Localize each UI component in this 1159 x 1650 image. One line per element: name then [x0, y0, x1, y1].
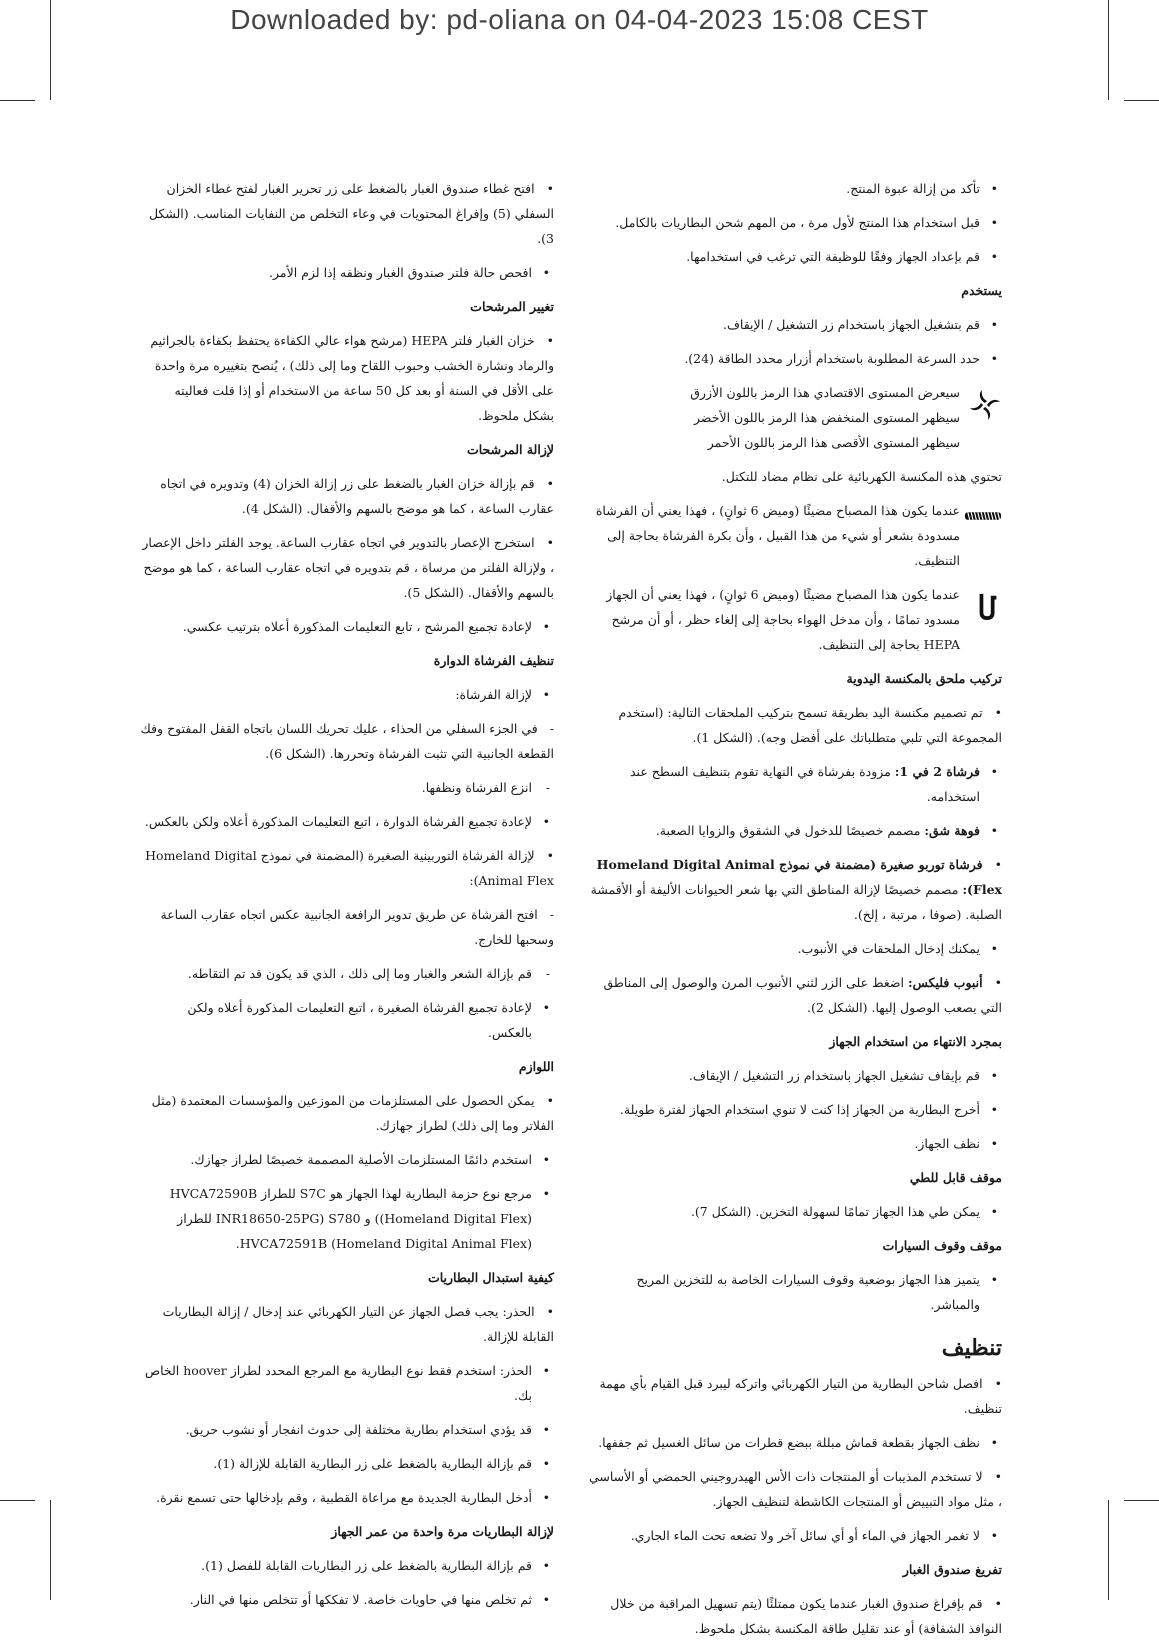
bullet-marker: • — [542, 1152, 550, 1167]
list-item-text: لا تستخدم المذيبات أو المنتجات ذات الأس الهيدروجيني الحمضي أو الأساسي ، مثل مواد التبييض أو المنتجات الكاشطة لتنظيف الجهاز. — [588, 1469, 1002, 1509]
bullet-marker: • — [546, 476, 554, 491]
section-title: تنظيف — [941, 1335, 1002, 1361]
bold-term: فرشاة توربو صغيرة (مضمنة في نموذج Homeland Digital Animal Flex): — [596, 857, 1002, 897]
bullet-marker: • — [990, 215, 998, 230]
bullet-marker: • — [542, 1422, 550, 1437]
section-heading: كيفية استبدال البطاريات — [427, 1270, 554, 1285]
section-heading: تفريغ صندوق الغبار — [902, 1562, 1002, 1577]
bullet-list-item — [140, 471, 554, 521]
bullet-list-item — [588, 210, 1002, 235]
list-item-text: أخرج البطارية من الجهاز إذا كنت لا تنوي استخدام الجهاز لفترة طويلة. — [619, 1102, 980, 1117]
list-item-text: نظف الجهاز. — [914, 1136, 980, 1151]
bullet-list-item — [140, 176, 554, 251]
crop-mark — [0, 100, 35, 101]
list-item-text: قم بإفراغ صندوق الغبار عندما يكون ممتلئًا (يتم تسهيل المراقبة من خلال النوافذ الشفافة) أو عند تقليل طاقة المكنسة بشكل ملحوظ. — [610, 1596, 1002, 1636]
bullet-list-item — [140, 809, 554, 834]
bullet-list-item — [140, 995, 554, 1045]
bullet-marker: • — [990, 317, 998, 332]
bullet-marker: • — [542, 1490, 550, 1505]
bullet-marker: • — [546, 1093, 554, 1108]
list-item-text: قد يؤدي استخدام بطارية مختلفة إلى حدوث انفجار أو نشوب حريق. — [185, 1422, 532, 1437]
list-item-text: لإعادة تجميع المرشح ، تابع التعليمات المذكورة أعلاه بترتيب عكسي. — [182, 619, 532, 634]
list-item-text: افصل شاحن البطارية من التيار الكهربائي واتركه ليبرد قبل القيام بأي مهمة تنظيف. — [599, 1376, 1002, 1416]
bullet-list-item — [588, 1523, 1002, 1548]
bullet-marker: • — [542, 265, 550, 280]
list-item-text: انزع الفرشاة ونظفها. — [421, 780, 532, 795]
brush-roll-icon — [968, 506, 1002, 540]
bullet-marker: • — [990, 1136, 998, 1151]
dash-marker: - — [545, 780, 550, 795]
icon-description-line: سيظهر المستوى الأقصى هذا الرمز باللون الأحمر — [707, 435, 960, 450]
bullet-list-item — [140, 1088, 554, 1138]
list-item-text: أدخل البطارية الجديدة مع مراعاة القطبية ، وقم بإدخالها حتى تسمع نقرة. — [156, 1490, 532, 1505]
bullet-marker: • — [990, 1102, 998, 1117]
icon-description — [588, 582, 1002, 657]
list-item-text: ثم تخلص منها في حاويات خاصة. لا تفككها أو تتخلص منها في النار. — [189, 1592, 532, 1607]
list-item-text: حدد السرعة المطلوبة باستخدام أزرار محدد الطاقة (24). — [684, 351, 980, 366]
bold-term: فوهة شق: — [924, 823, 980, 838]
bullet-list-item — [140, 1147, 554, 1172]
crop-mark — [50, 0, 51, 100]
bullet-marker: • — [542, 1000, 550, 1015]
bullet-list-item — [588, 1591, 1002, 1641]
bullet-marker: • — [990, 941, 998, 956]
bullet-marker: • — [994, 1376, 1002, 1391]
bullet-list-item — [588, 852, 1002, 927]
bullet-marker: • — [546, 535, 554, 550]
bullet-list-item — [588, 244, 1002, 269]
bullet-list-item — [588, 312, 1002, 337]
bullet-list-item — [588, 1371, 1002, 1421]
list-item-text: نظف الجهاز بقطعة قماش مبللة ببضع قطرات من سائل الغسيل ثم جففها. — [598, 1435, 980, 1450]
bullet-list-item — [588, 1097, 1002, 1122]
bullet-list-item — [588, 1464, 1002, 1514]
dash-marker: - — [545, 966, 550, 981]
bullet-marker: • — [990, 764, 998, 779]
section-heading: يستخدم — [961, 283, 1002, 298]
bullet-list-item — [140, 1358, 554, 1408]
list-item-text: مصمم خصيصًا للدخول في الشقوق والزوايا الصعبة. — [655, 823, 925, 838]
list-item-text: لإعادة تجميع الفرشاة الصغيرة ، اتبع التعليمات المذكورة أعلاه ولكن بالعكس. — [187, 1000, 532, 1040]
bullet-marker: • — [994, 705, 1002, 720]
bullet-marker: • — [546, 848, 554, 863]
list-item-text: لإعادة تجميع الفرشاة الدوارة ، اتبع التعليمات المذكورة أعلاه ولكن بالعكس. — [144, 814, 532, 829]
bullet-marker: • — [546, 1304, 554, 1319]
list-item-text: استخرج الإعصار بالتدوير في اتجاه عقارب الساعة. يوجد الفلتر داخل الإعصار ، ولإزالة الفلتر من مرساة ، قم بتدويره في اتجاه عقارب الساعة ، كما هو موضح بالسهم والأقفال. (الشكل 5). — [142, 535, 554, 600]
list-item-text: في الجزء السفلي من الحذاء ، عليك تحريك اللسان باتجاه القفل المفتوح وفك القطعة الجانبية التي تثبت الفرشاة وتحررها. (الشكل 6). — [140, 721, 554, 761]
paragraph: تحتوي هذه المكنسة الكهربائية على نظام مضاد للتكتل. — [721, 469, 1002, 484]
bold-term: أنبوب فليكس: — [907, 975, 983, 990]
bullet-marker: • — [542, 814, 550, 829]
list-item-text: الحذر: يجب فصل الجهاز عن التيار الكهربائي عند إدخال / إزالة البطاريات القابلة للإزالة. — [162, 1304, 554, 1344]
bullet-list-item — [588, 1430, 1002, 1455]
crop-mark — [1108, 0, 1109, 100]
icon-description-line: عندما يكون هذا المصباح مضيئًا (وميض 6 ثوانٍ) ، فهذا يعني أن الفرشاة مسدودة بشعر أو شيء من هذا القبيل ، وأن بكرة الفرشاة بحاجة إلى التنظيف. — [595, 503, 960, 568]
list-item-text: قم بتشغيل الجهاز باستخدام زر التشغيل / الإيقاف. — [722, 317, 980, 332]
bullet-list-item — [140, 1553, 554, 1578]
bullet-marker: • — [994, 857, 1002, 872]
dash-list-item — [140, 775, 554, 800]
bullet-marker: • — [542, 619, 550, 634]
bullet-list-item — [140, 1299, 554, 1349]
icon-description-line: سيظهر المستوى المنخفض هذا الرمز باللون الأخضر — [694, 410, 960, 425]
dash-list-item — [140, 716, 554, 766]
bullet-marker: • — [990, 1435, 998, 1450]
bullet-list-item — [588, 1267, 1002, 1317]
section-heading: موقف قابل للطي — [909, 1170, 1002, 1185]
crop-mark — [50, 1500, 51, 1600]
list-item-text: لإزالة الفرشاة التوربينية الصغيرة (المضمنة في نموذج Homeland Digital Animal Flex): — [145, 848, 554, 888]
bullet-marker: • — [994, 975, 1002, 990]
bullet-marker: • — [990, 823, 998, 838]
bullet-marker: • — [990, 1272, 998, 1287]
list-item-text: مصمم خصيصًا لإزالة المناطق التي بها شعر الحيوانات الأليفة أو الأقمشة الصلبة. (صوفا ، مرتبة ، إلخ). — [590, 882, 1002, 922]
bullet-marker: • — [990, 351, 998, 366]
list-item-text: قم بإزالة البطارية بالضغط على زر البطاريات القابلة للفصل (1). — [201, 1558, 532, 1573]
section-heading: تركيب ملحق بالمكنسة اليدوية — [846, 671, 1002, 686]
list-item-text: مزودة بفرشاة في النهاية تقوم بتنظيف السطح عند استخدامه. — [630, 764, 980, 804]
list-item-text: لا تغمر الجهاز في الماء أو أي سائل آخر ولا تضعه تحت الماء الجاري. — [630, 1528, 980, 1543]
dash-marker: - — [549, 721, 554, 736]
bullet-marker: • — [542, 687, 550, 702]
list-item-text: قم بإيقاف تشغيل الجهاز باستخدام زر التشغيل / الإيقاف. — [688, 1068, 980, 1083]
list-item-text: قم بإزالة خزان الغبار بالضغط على زر إزالة الخزان (4) وتدويره في اتجاه عقارب الساعة ، كما هو موضح بالسهم والأقفال. (الشكل 4). — [160, 476, 554, 516]
dash-list-item — [140, 961, 554, 986]
bullet-list-item — [588, 700, 1002, 750]
bullet-marker: • — [994, 1596, 1002, 1611]
bullet-marker: • — [990, 1068, 998, 1083]
bullet-marker: • — [542, 1456, 550, 1471]
list-item-text: اضغط على الزر لثني الأنبوب المرن والوصول إلى المناطق التي يصعب الوصول إليها. (الشكل 2). — [603, 975, 1002, 1015]
bullet-list-item — [588, 176, 1002, 201]
list-item-text: يتميز هذا الجهاز بوضعية وقوف السيارات الخاصة به للتخزين المريح والمباشر. — [636, 1272, 980, 1312]
list-item-text: مرجع نوع حزمة البطارية لهذا الجهاز هو S7C للطراز HVCA72590B (Homeland Digital Flex)) و INR18650-25PG) S780 للطراز HVCA72591B (Homeland Digital Animal Flex). — [169, 1186, 532, 1251]
list-item-text: قم بإزالة البطارية بالضغط على زر البطارية القابلة للإزالة (1). — [213, 1456, 532, 1471]
bullet-marker: • — [542, 1558, 550, 1573]
bullet-list-item — [140, 1417, 554, 1442]
bullet-list-item — [588, 759, 1002, 809]
list-item-text: الحذر: استخدم فقط نوع البطارية مع المرجع المحدد لطراز hoover الخاص بك. — [144, 1363, 532, 1403]
bullet-marker: • — [542, 1186, 550, 1201]
bullet-list-item — [588, 970, 1002, 1020]
bullet-list-item — [588, 1199, 1002, 1224]
list-item-text: تم تصميم مكنسة اليد بطريقة تسمح بتركيب الملحقات التالية: (استخدم المجموعة التي تلبي متطلباتك على أفضل وجه). (الشكل 1). — [618, 705, 1002, 745]
icon-description-line: عندما يكون هذا المصباح مضيئًا (وميض 6 ثوانٍ) ، فهذا يعني أن الجهاز مسدود تمامًا ، وأن مدخل الهواء بحاجة إلى إلغاء حظر ، أو أن مرشح HEPA بحاجة إلى التنظيف. — [606, 587, 960, 652]
list-item-text: خزان الغبار فلتر HEPA (مرشح هواء عالي الكفاءة يحتفظ بكفاءة بالجراثيم والرماد ونشارة الخشب وحبوب اللقاح وما إلى ذلك) ، يُنصح بتغييره مرة واحدة على الأقل في السنة أو بعد كل 50 ساعة من الاستخدام أو إذا قلت فعاليته بشكل ملحوظ. — [150, 333, 554, 423]
bullet-list-item — [140, 328, 554, 428]
bullet-list-item — [588, 1063, 1002, 1088]
fan-icon — [968, 388, 1002, 422]
list-item-text: افتح غطاء صندوق الغبار بالضغط على زر تحرير الغبار لفتح غطاء الخزان السفلي (5) وإفراغ المحتويات في وعاء التخلص من النفايات المناسب. (الشكل 3). — [148, 181, 554, 246]
bullet-list-item — [588, 1131, 1002, 1156]
icon-description-line: سيعرض المستوى الاقتصادي هذا الرمز باللون الأزرق — [690, 385, 960, 400]
left-column — [140, 176, 554, 1621]
crop-mark — [1124, 100, 1159, 101]
list-item-text: يمكن طي هذا الجهاز تمامًا لسهولة التخزين. (الشكل 7). — [690, 1204, 980, 1219]
section-heading: اللوازم — [518, 1059, 554, 1074]
icon-description — [588, 498, 1002, 573]
list-item-text: قم بإعداد الجهاز وفقًا للوظيفة التي ترغب في استخدامها. — [686, 249, 980, 264]
air-inlet-icon — [968, 590, 1002, 624]
icon-description — [588, 380, 1002, 455]
list-item-text: لإزالة الفرشاة: — [455, 687, 532, 702]
list-item-text: قم بإزالة الشعر والغبار وما إلى ذلك ، الذي قد يكون قد تم التقاطه. — [187, 966, 532, 981]
dash-list-item — [140, 902, 554, 952]
crop-mark — [1108, 1500, 1109, 1600]
bullet-list-item — [140, 1451, 554, 1476]
bullet-marker: • — [994, 1469, 1002, 1484]
bullet-list-item — [140, 843, 554, 893]
bullet-list-item — [140, 682, 554, 707]
bullet-marker: • — [990, 181, 998, 196]
list-item-text: تأكد من إزالة عبوة المنتج. — [846, 181, 980, 196]
list-item-text: يمكن الحصول على المستلزمات من الموزعين والمؤسسات المعتمدة (مثل الفلاتر وما إلى ذلك) لطراز جهازك. — [151, 1093, 554, 1133]
list-item-text: قبل استخدام هذا المنتج لأول مرة ، من المهم شحن البطاريات بالكامل. — [615, 215, 980, 230]
bullet-list-item — [140, 614, 554, 639]
list-item-text: استخدم دائمًا المستلزمات الأصلية المصممة خصيصًا لطراز جهازك. — [190, 1152, 532, 1167]
list-item-text: افحص حالة فلتر صندوق الغبار ونظفه إذا لزم الأمر. — [269, 265, 532, 280]
list-item-text: يمكنك إدخال الملحقات في الأنبوب. — [797, 941, 980, 956]
crop-mark — [1124, 1500, 1159, 1501]
bullet-list-item — [140, 260, 554, 285]
bullet-list-item — [140, 1485, 554, 1510]
bullet-list-item — [140, 1181, 554, 1256]
list-item-text: افتح الفرشاة عن طريق تدوير الرافعة الجانبية عكس اتجاه عقارب الساعة وسحبها للخارج. — [160, 907, 554, 947]
section-heading: لإزالة المرشحات — [466, 442, 554, 457]
crop-mark — [0, 1500, 35, 1501]
section-heading: تغيير المرشحات — [470, 299, 554, 314]
right-column — [588, 176, 1002, 1650]
bullet-marker: • — [546, 181, 554, 196]
section-heading: موقف وقوف السيارات — [882, 1238, 1002, 1253]
bullet-list-item — [588, 346, 1002, 371]
bullet-list-item — [140, 530, 554, 605]
section-heading: تنظيف الفرشاة الدوارة — [433, 653, 554, 668]
bullet-marker: • — [542, 1592, 550, 1607]
download-watermark-header: Downloaded by: pd-oliana on 04-04-2023 15:08 CEST — [230, 4, 929, 35]
bullet-marker: • — [990, 1528, 998, 1543]
bullet-marker: • — [990, 1204, 998, 1219]
bullet-marker: • — [990, 249, 998, 264]
bullet-marker: • — [546, 333, 554, 348]
bullet-list-item — [588, 818, 1002, 843]
section-heading: بمجرد الانتهاء من استخدام الجهاز — [829, 1034, 1002, 1049]
bullet-list-item — [588, 936, 1002, 961]
section-heading: لإزالة البطاريات مرة واحدة من عمر الجهاز — [331, 1524, 554, 1539]
bold-term: فرشاة 2 في 1: — [894, 764, 980, 779]
bullet-marker: • — [542, 1363, 550, 1378]
dash-marker: - — [549, 907, 554, 922]
